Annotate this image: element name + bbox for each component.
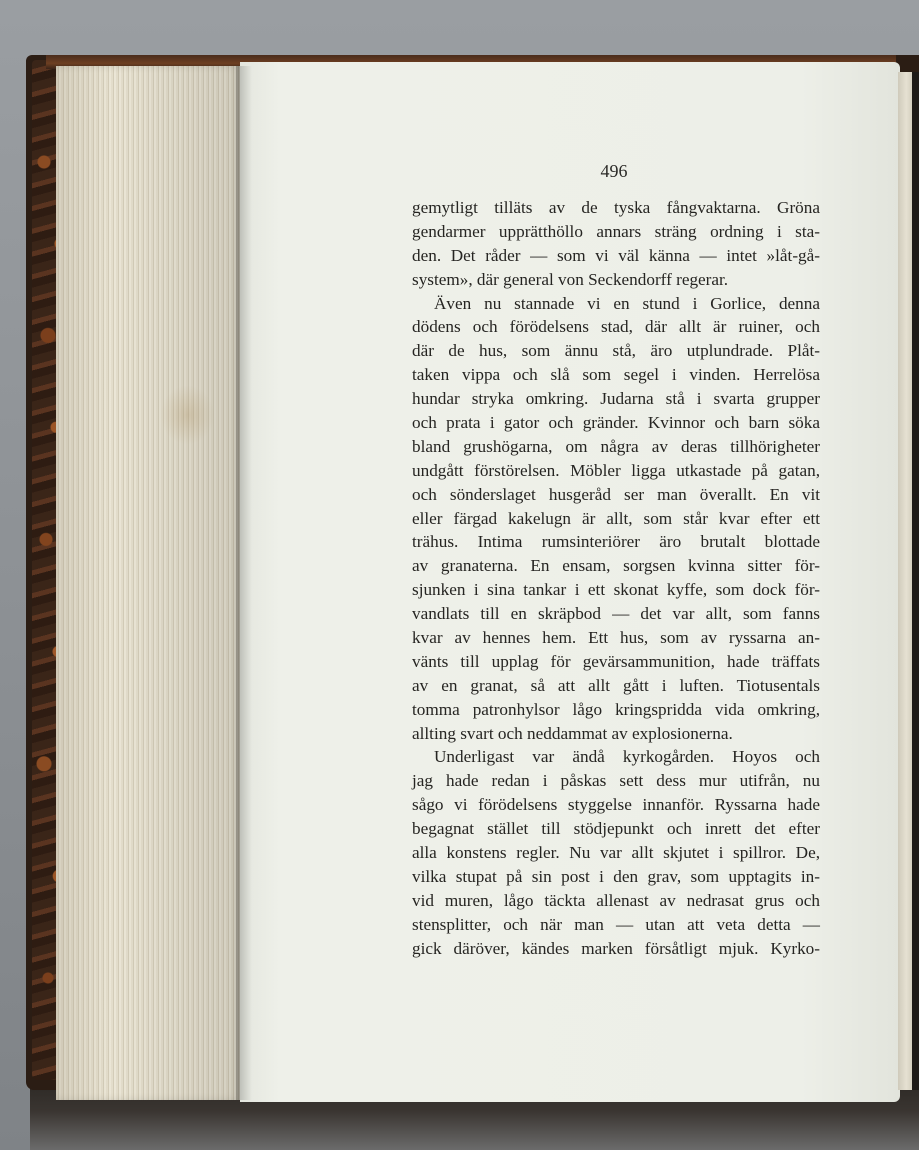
page-text	[412, 196, 820, 961]
text-line: vandlats till en skräpbod — det var allt, som fanns	[412, 604, 820, 624]
text-line: begagnat stället till stödjepunkt och inrett det efter	[412, 819, 820, 839]
text-line: Underligast var ändå kyrkogården. Hoyos och	[434, 747, 820, 767]
text-line: stensplitter, och när man — utan att veta detta —	[412, 914, 820, 934]
text-line: och sönderslaget husgeråd ser man överallt. En vit	[412, 484, 820, 504]
text-line: jag hade redan i påskas sett dess mur utifrån, nu	[412, 771, 820, 791]
right-cover-edge	[912, 72, 919, 1090]
text-line: trähus. Intima rumsinteriörer äro brutalt blottade	[412, 532, 820, 552]
text-line: taken vippa och slå som segel i vinden. Herrelösa	[412, 365, 820, 385]
text-line: eller färgad kakelugn är allt, som står kvar efter ett	[412, 508, 820, 528]
paper-stain	[160, 385, 215, 445]
text-line: vid muren, lågo täckta allenast av nedrasat grus och	[412, 890, 820, 910]
text-line: system», där general von Seckendorff regerar.	[412, 269, 729, 289]
text-line: hundar stryka omkring. Judarna stå i svarta grupper	[412, 389, 820, 409]
text-line: av en granat, så att allt gått i luften. Tiotusentals	[412, 675, 820, 695]
text-line: tomma patronhylsor lågo kringspridda vida omkring,	[412, 699, 820, 719]
page-gutter-shadow	[236, 66, 252, 1100]
text-line: bland grushögarna, om några av deras tillhörigheter	[412, 436, 820, 456]
text-line: där de hus, som ännu stå, äro utplundrade. Plåt-	[412, 341, 820, 361]
text-line: gemytligt tilläts av de tyska fångvaktarna. Gröna	[412, 198, 820, 217]
text-line: av granaterna. En ensam, sorgsen kvinna sitter för-	[412, 556, 820, 576]
text-line: allting svart och neddammat av explosionerna.	[412, 723, 733, 743]
text-line: gick däröver, kändes marken försåtligt mjuk. Kyrko-	[412, 938, 820, 958]
text-line: Även nu stannade vi en stund i Gorlice, denna	[434, 293, 820, 313]
text-line: undgått förstörelsen. Möbler ligga utkastade på gatan,	[412, 460, 820, 480]
page-number: 496	[600, 161, 628, 181]
text-line: vänts till upplag för gevärsammunition, hade träffats	[412, 651, 820, 671]
text-line: kvar av hennes hem. Ett hus, som av ryssarna an-	[412, 628, 820, 648]
text-line: alla konstens regler. Nu var allt skjutet i spillror. De,	[412, 843, 820, 863]
text-line: och prata i gator och gränder. Kvinnor och barn söka	[412, 413, 820, 433]
page-stack-shading	[56, 66, 242, 1100]
text-line: sjunken i sina tankar i ett skonat kyffe, som dock för-	[412, 580, 820, 600]
text-line: gendarmer upprätthöllo annars sträng ordning i sta-	[412, 221, 820, 241]
text-line: dödens och förödelsens stad, där allt är ruiner, och	[412, 317, 820, 337]
text-line: sågo vi förödelsens styggelse innanför. Ryssarna hade	[412, 795, 820, 815]
text-line: den. Det råder — som vi väl känna — intet »låt-gå-	[412, 245, 820, 265]
text-line: vilka stupat på sin post i den grav, som upptagits in-	[412, 866, 820, 886]
